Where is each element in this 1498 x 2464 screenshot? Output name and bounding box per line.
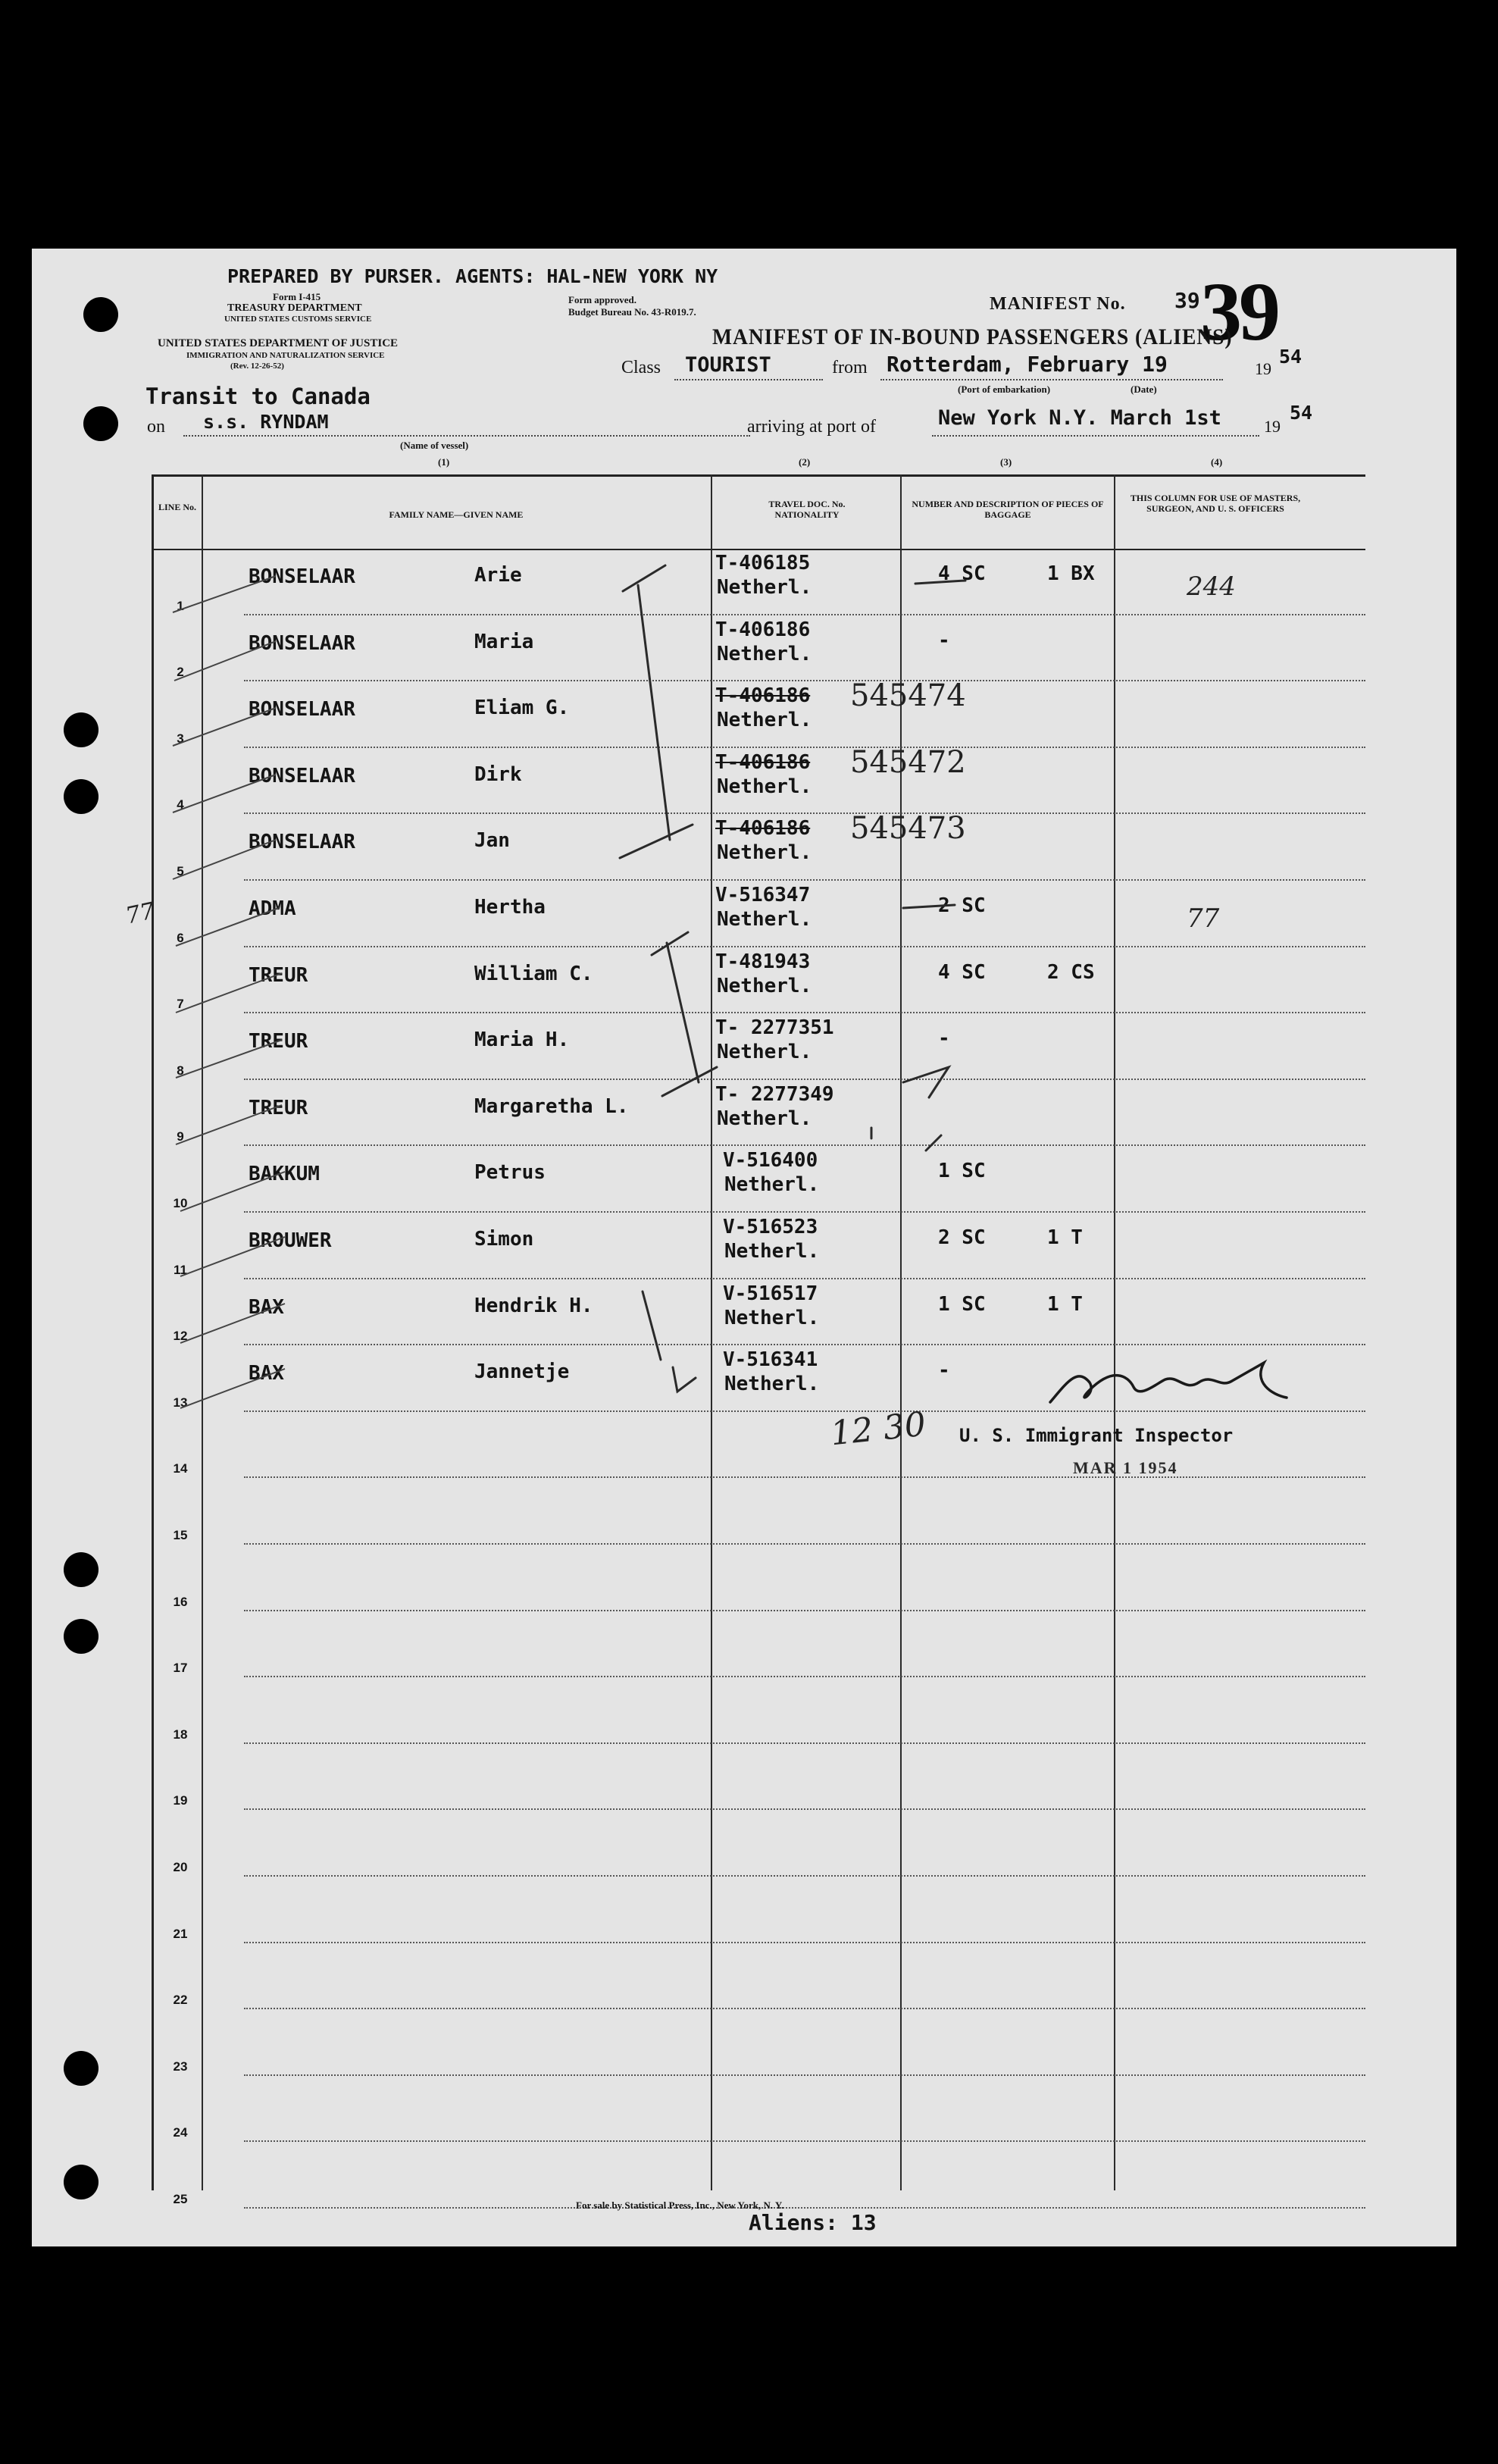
nationality: Netherl. — [717, 642, 812, 665]
from-label: from — [832, 358, 868, 377]
line-number: 1 — [177, 598, 184, 613]
nationality: Netherl. — [717, 709, 812, 732]
officer-note: 77 — [1187, 903, 1220, 934]
manifest-title: MANIFEST OF IN-BOUND PASSENGERS (ALIENS) — [712, 324, 1233, 349]
given-name: William C. — [474, 962, 593, 985]
header-officers: THIS COLUMN FOR USE OF MASTERS, SURGEON, AND U. S. OFFICERS — [1130, 493, 1301, 514]
margin-handwritten-mark: 77 — [123, 897, 158, 930]
baggage-extra: 1 T — [1047, 1226, 1083, 1249]
line-number: 14 — [173, 1461, 188, 1476]
nationality: Netherl. — [717, 1107, 812, 1130]
col-marker-1: (1) — [438, 456, 450, 468]
form-revision: (Rev. 12-26-52) — [230, 362, 284, 371]
family-name: BAX — [249, 1362, 284, 1385]
class-label: Class — [621, 358, 661, 377]
year-suffix-2: 54 — [1290, 402, 1313, 424]
travel-doc-number: T-406186 — [715, 817, 811, 841]
nationality: Netherl. — [724, 1306, 820, 1329]
transit-note: Transit to Canada — [145, 384, 371, 409]
travel-doc-number: V-516347 — [715, 884, 811, 906]
nationality: Netherl. — [717, 974, 812, 997]
handwritten-doc-number: 545472 — [850, 744, 966, 780]
baggage-extra: 1 BX — [1047, 562, 1095, 585]
family-name: TREUR — [249, 1030, 308, 1054]
given-name: Petrus — [474, 1161, 546, 1185]
line-number: 22 — [173, 1993, 188, 2008]
handwritten-doc-number: 545474 — [850, 678, 966, 714]
given-name: Arie — [474, 564, 522, 587]
baggage: 4 SC — [938, 562, 986, 585]
given-name: Simon — [474, 1228, 534, 1251]
manifest-page — [32, 249, 1456, 2246]
travel-doc-number: V-516400 — [723, 1149, 818, 1173]
vessel-name: s.s. RYNDAM — [203, 411, 329, 433]
line-number: 2 — [177, 665, 184, 680]
family-name: BONSELAAR — [249, 565, 355, 588]
family-name: BAKKUM — [249, 1163, 320, 1186]
prepared-by: PREPARED BY PURSER. AGENTS: HAL-NEW YORK NY — [227, 265, 718, 287]
line-number: 10 — [173, 1196, 188, 1210]
travel-doc-number: V-516523 — [723, 1216, 818, 1238]
line-number: 3 — [177, 731, 184, 746]
nationality: Netherl. — [717, 576, 812, 599]
col-marker-4: (4) — [1211, 456, 1223, 468]
nationality: Netherl. — [717, 908, 812, 931]
given-name: Hendrik H. — [474, 1294, 593, 1317]
line-number: 16 — [173, 1594, 188, 1609]
date-caption: (Date) — [1131, 384, 1157, 395]
travel-doc-number: T- 2277351 — [715, 1016, 834, 1040]
travel-doc-number: T-406185 — [715, 552, 811, 575]
family-name: TREUR — [249, 1096, 308, 1119]
inspector-date-stamp: MAR 1 1954 — [1073, 1458, 1178, 1477]
manifest-number-typed: 39 — [1174, 288, 1200, 313]
officer-note: 244 — [1187, 571, 1236, 602]
line-number: 24 — [173, 2125, 188, 2140]
baggage: 1 SC — [938, 1160, 986, 1183]
line-number: 6 — [177, 930, 184, 945]
year-suffix-1: 54 — [1279, 346, 1303, 368]
department-of-justice: UNITED STATES DEPARTMENT OF JUSTICE — [158, 337, 399, 349]
given-name: Maria — [474, 630, 534, 653]
given-name: Dirk — [474, 762, 522, 786]
travel-doc-number: T- 2277349 — [715, 1082, 834, 1106]
year-prefix-1: 19 — [1255, 359, 1271, 378]
family-name: ADMA — [249, 897, 296, 920]
nationality: Netherl. — [717, 841, 812, 865]
line-number: 8 — [177, 1063, 184, 1078]
line-number: 7 — [177, 997, 184, 1012]
nationality: Netherl. — [724, 1373, 820, 1396]
family-name: TREUR — [249, 963, 308, 987]
inspector-signature — [1044, 1352, 1294, 1416]
header-travel-doc: TRAVEL DOC. No. NATIONALITY — [768, 499, 846, 520]
line-number: 23 — [173, 2059, 188, 2074]
family-name: BONSELAAR — [249, 631, 355, 655]
line-number: 5 — [177, 864, 184, 878]
line-number: 9 — [177, 1129, 184, 1144]
header-name: FAMILY NAME—GIVEN NAME — [389, 509, 524, 520]
family-name: BONSELAAR — [249, 698, 355, 722]
class-value: TOURIST — [685, 353, 771, 377]
line-number: 17 — [173, 1661, 188, 1676]
line-number: 21 — [173, 1926, 188, 1941]
nationality: Netherl. — [717, 775, 812, 798]
travel-doc-number: T-406186 — [715, 684, 811, 708]
given-name: Jannetje — [474, 1360, 570, 1384]
baggage-extra: 1 T — [1047, 1292, 1083, 1316]
line-number: 20 — [173, 1860, 188, 1874]
header-line-no: LINE No. — [158, 502, 196, 512]
given-name: Maria H. — [474, 1028, 570, 1052]
manifest-number-stamp: 39 — [1200, 265, 1278, 358]
line-number: 19 — [173, 1793, 188, 1808]
given-name: Margaretha L. — [474, 1094, 629, 1118]
family-name: BAX — [249, 1295, 284, 1319]
vessel-caption: (Name of vessel) — [400, 440, 469, 451]
family-name: BONSELAAR — [249, 831, 355, 854]
embarkation-value: Rotterdam, February 19 — [887, 352, 1168, 377]
family-name: BROUWER — [249, 1229, 332, 1252]
arrival-value: New York N.Y. March 1st — [938, 406, 1221, 430]
year-prefix-2: 19 — [1264, 417, 1281, 436]
line-number: 12 — [173, 1329, 188, 1344]
nationality: Netherl. — [717, 1041, 812, 1064]
travel-doc-number: T-406186 — [715, 618, 811, 641]
baggage: 4 SC — [938, 960, 986, 984]
on-label: on — [147, 417, 165, 437]
line-number: 4 — [177, 797, 184, 812]
form-number: Form I-415 — [273, 291, 321, 302]
baggage: - — [938, 1027, 950, 1050]
line-number: 18 — [173, 1727, 188, 1742]
col-marker-3: (3) — [1000, 456, 1012, 468]
port-caption: (Port of embarkation) — [958, 384, 1051, 395]
header-baggage: NUMBER AND DESCRIPTION OF PIECES OF BAGGAGE — [912, 499, 1104, 520]
nationality: Netherl. — [724, 1240, 820, 1263]
budget-bureau: Budget Bureau No. 43-R019.7. — [568, 306, 696, 318]
aliens-total: Aliens: 13 — [749, 2210, 877, 2235]
baggage: - — [938, 1359, 950, 1382]
col-marker-2: (2) — [799, 456, 811, 468]
printer-credit: For sale by Statistical Press, Inc., New York, N. Y. — [576, 2199, 784, 2211]
handwritten-doc-number: 545473 — [850, 811, 966, 847]
baggage: - — [938, 628, 950, 652]
baggage: 2 SC — [938, 1226, 986, 1249]
baggage-extra: 2 CS — [1047, 960, 1095, 984]
given-name: Hertha — [474, 896, 546, 919]
form-approved: Form approved. — [568, 294, 637, 305]
customs-service: UNITED STATES CUSTOMS SERVICE — [224, 315, 372, 324]
given-name: Eliam G. — [474, 697, 570, 720]
given-name: Jan — [474, 829, 510, 853]
travel-doc-number: T-481943 — [715, 950, 811, 973]
inspector-time: 12 30 — [828, 1404, 928, 1454]
line-number: 25 — [173, 2192, 188, 2206]
travel-doc-number: V-516341 — [723, 1348, 818, 1372]
travel-doc-number: T-406186 — [715, 750, 811, 774]
inspector-label: U. S. Immigrant Inspector — [959, 1425, 1234, 1446]
travel-doc-number: V-516517 — [723, 1282, 818, 1305]
arriving-label: arriving at port of — [747, 417, 876, 437]
nationality: Netherl. — [724, 1173, 820, 1197]
handwritten-bracket-marks — [32, 249, 1456, 2246]
family-name: BONSELAAR — [249, 764, 355, 787]
line-number: 15 — [173, 1528, 188, 1542]
baggage: 1 SC — [938, 1292, 986, 1316]
ins-service: IMMIGRATION AND NATURALIZATION SERVICE — [186, 351, 385, 360]
line-number: 13 — [173, 1395, 188, 1410]
manifest-label: MANIFEST No. — [990, 294, 1126, 314]
line-number: 11 — [174, 1262, 187, 1277]
baggage: 2 SC — [938, 894, 986, 917]
treasury-department: TREASURY DEPARTMENT — [227, 302, 362, 314]
